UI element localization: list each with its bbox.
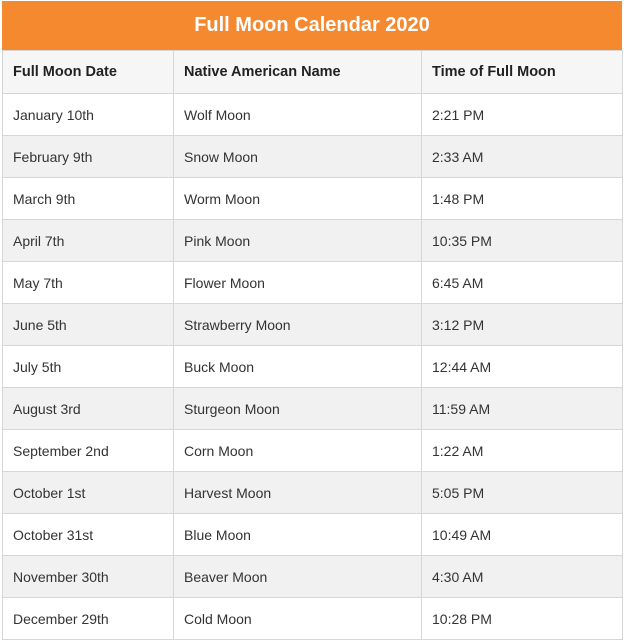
table-row bbox=[3, 388, 623, 430]
cell-name: Sturgeon Moon bbox=[174, 388, 422, 430]
cell-time: 1:48 PM bbox=[422, 178, 623, 220]
table-row bbox=[3, 220, 623, 262]
table-row bbox=[3, 472, 623, 514]
table-row bbox=[3, 262, 623, 304]
cell-date: February 9th bbox=[3, 136, 174, 178]
cell-date: December 29th bbox=[3, 598, 174, 640]
cell-date: October 31st bbox=[3, 514, 174, 556]
cell-time: 2:33 AM bbox=[422, 136, 623, 178]
cell-time: 12:44 AM bbox=[422, 346, 623, 388]
cell-name: Corn Moon bbox=[174, 430, 422, 472]
cell-name: Snow Moon bbox=[174, 136, 422, 178]
cell-time: 3:12 PM bbox=[422, 304, 623, 346]
cell-date: November 30th bbox=[3, 556, 174, 598]
cell-date: May 7th bbox=[3, 262, 174, 304]
table-row bbox=[3, 598, 623, 640]
cell-date: July 5th bbox=[3, 346, 174, 388]
cell-name: Wolf Moon bbox=[174, 94, 422, 136]
cell-time: 10:35 PM bbox=[422, 220, 623, 262]
cell-date: January 10th bbox=[3, 94, 174, 136]
column-header-name: Native American Name bbox=[174, 51, 422, 94]
cell-name: Worm Moon bbox=[174, 178, 422, 220]
cell-time: 6:45 AM bbox=[422, 262, 623, 304]
cell-date: June 5th bbox=[3, 304, 174, 346]
cell-name: Cold Moon bbox=[174, 598, 422, 640]
cell-date: April 7th bbox=[3, 220, 174, 262]
cell-date: August 3rd bbox=[3, 388, 174, 430]
table-row bbox=[3, 94, 623, 136]
column-header-date: Full Moon Date bbox=[3, 51, 174, 94]
table-row bbox=[3, 556, 623, 598]
cell-time: 1:22 AM bbox=[422, 430, 623, 472]
full-moon-table bbox=[2, 50, 623, 640]
cell-name: Beaver Moon bbox=[174, 556, 422, 598]
cell-time: 11:59 AM bbox=[422, 388, 623, 430]
table-row bbox=[3, 304, 623, 346]
cell-name: Blue Moon bbox=[174, 514, 422, 556]
cell-date: March 9th bbox=[3, 178, 174, 220]
column-header-time: Time of Full Moon bbox=[422, 51, 623, 94]
cell-name: Harvest Moon bbox=[174, 472, 422, 514]
cell-time: 5:05 PM bbox=[422, 472, 623, 514]
table-row bbox=[3, 346, 623, 388]
cell-time: 10:28 PM bbox=[422, 598, 623, 640]
cell-date: October 1st bbox=[3, 472, 174, 514]
table-row bbox=[3, 514, 623, 556]
cell-name: Pink Moon bbox=[174, 220, 422, 262]
cell-time: 2:21 PM bbox=[422, 94, 623, 136]
cell-time: 4:30 AM bbox=[422, 556, 623, 598]
cell-name: Buck Moon bbox=[174, 346, 422, 388]
table-row bbox=[3, 178, 623, 220]
cell-name: Flower Moon bbox=[174, 262, 422, 304]
cell-date: September 2nd bbox=[3, 430, 174, 472]
calendar-title: Full Moon Calendar 2020 bbox=[2, 1, 622, 50]
table-header-row bbox=[3, 51, 623, 94]
table-row bbox=[3, 430, 623, 472]
cell-name: Strawberry Moon bbox=[174, 304, 422, 346]
table-row bbox=[3, 136, 623, 178]
full-moon-calendar bbox=[2, 1, 622, 640]
cell-time: 10:49 AM bbox=[422, 514, 623, 556]
